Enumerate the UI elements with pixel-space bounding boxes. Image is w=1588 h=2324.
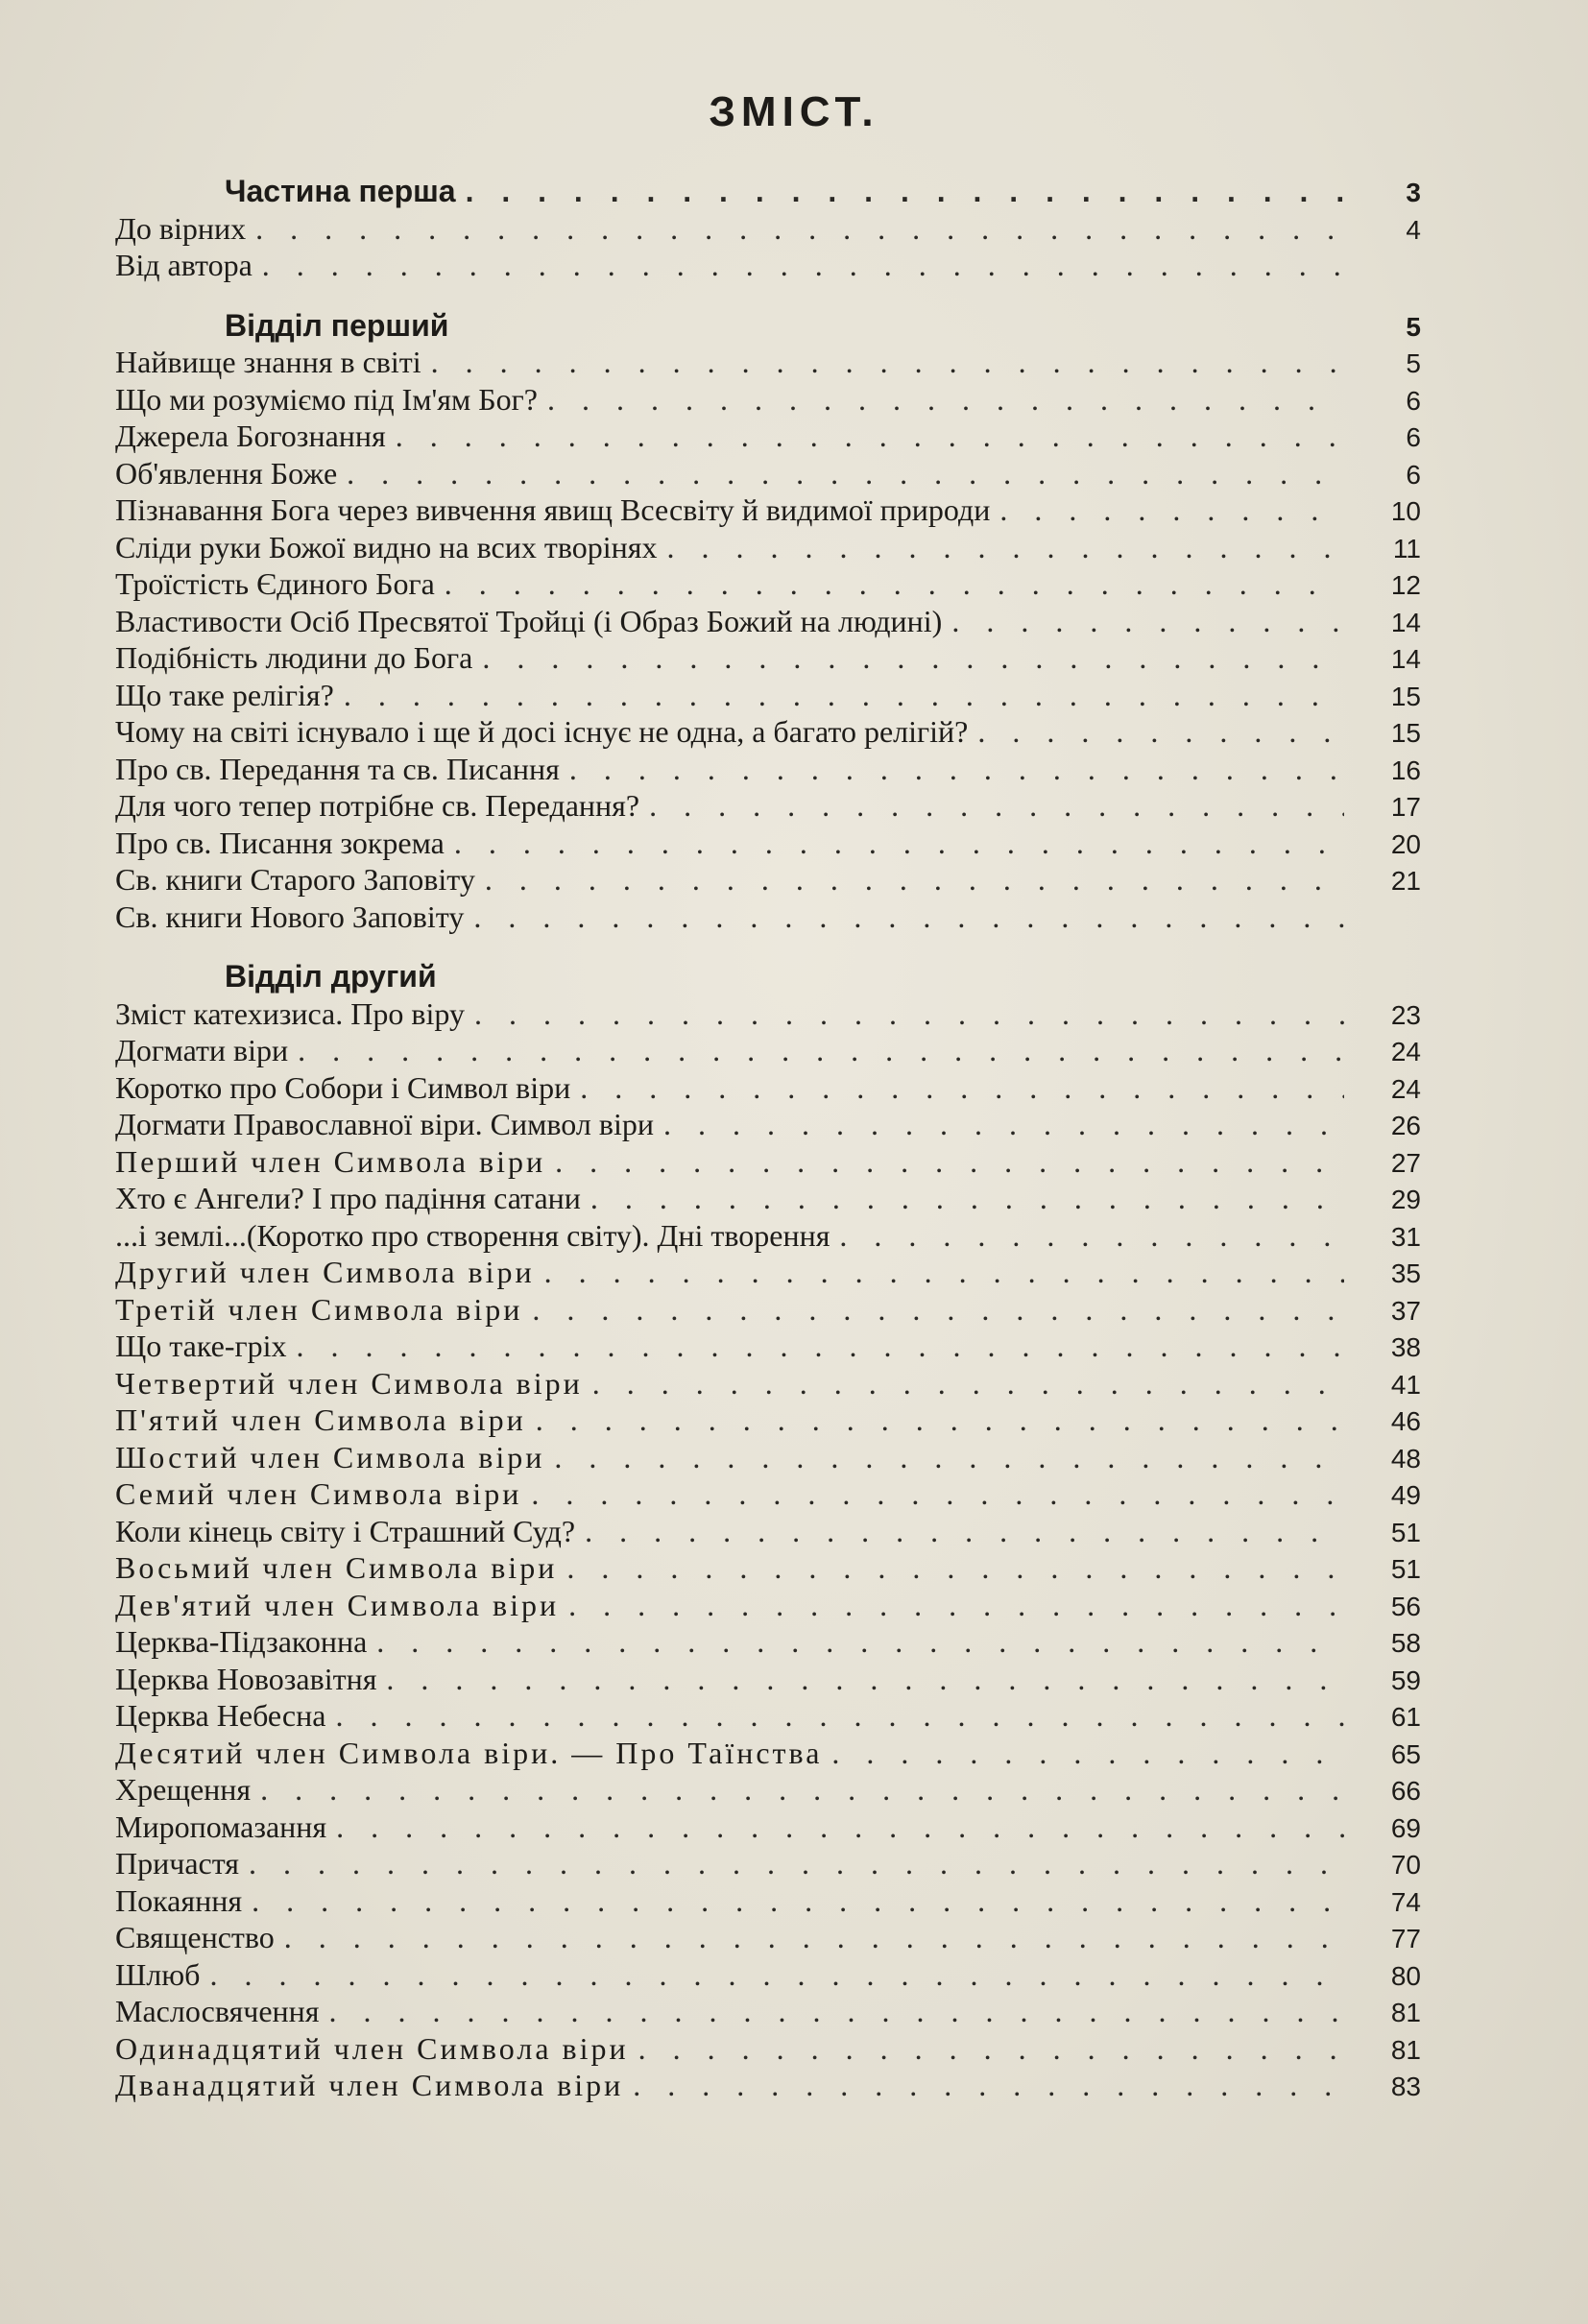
page-number: 17: [1390, 792, 1421, 822]
entry-label: Догмати віри: [115, 1033, 289, 1067]
entry-label: До вірних: [115, 210, 247, 246]
entry-label: Пізнавання Бога через вивчення явищ Всесвіту й видимої природи: [115, 492, 991, 527]
dot-leader: [284, 1919, 1344, 1956]
entry-label: Маслосвячення: [115, 1994, 320, 2028]
list-item[interactable]: [115, 677, 1421, 714]
entry-label: Що ми розуміємо під Ім'ям Бог?: [115, 381, 538, 417]
entry-label: Об'явлення Боже: [115, 455, 338, 491]
page-number: 74: [1390, 1886, 1421, 1917]
entry-label: Св. книги Нового Заповіту: [115, 898, 465, 934]
list-item[interactable]: [115, 1661, 1421, 1698]
page-number: 69: [1390, 1812, 1421, 1843]
dot-leader: [649, 787, 1344, 825]
page-number: 4: [1406, 214, 1421, 245]
entry-label: П'ятий член Символа віри: [115, 1402, 526, 1437]
entry-label: Шлюб: [115, 1956, 201, 1992]
dot-leader: [999, 491, 1344, 529]
list-item[interactable]: [115, 418, 1421, 455]
list-item[interactable]: [115, 381, 1421, 419]
entry-label: Семий член Символа віри: [115, 1476, 522, 1511]
list-item[interactable]: [115, 491, 1421, 529]
dot-leader: [566, 1549, 1344, 1587]
dot-leader: [568, 1587, 1344, 1624]
entry-label: Церква Новозавітня: [115, 1661, 377, 1696]
list-item[interactable]: [115, 344, 1421, 381]
dot-leader: [585, 1513, 1344, 1550]
entry-label: Зміст катехизиса. Про віру: [115, 995, 465, 1031]
entry-label: Миропомазання: [115, 1809, 327, 1844]
dot-leader: [555, 1143, 1344, 1181]
list-item[interactable]: [115, 529, 1421, 566]
page-number: 80: [1390, 1960, 1421, 1991]
entry-label: Коротко про Собори і Символ віри: [115, 1069, 571, 1105]
page-number: 5: [1406, 311, 1421, 342]
entry-label: Десятий член Символа віри. — Про Таїнства: [115, 1735, 823, 1770]
page-number: 14: [1390, 607, 1421, 637]
dot-leader: [569, 751, 1344, 788]
page-number: 59: [1390, 1665, 1421, 1695]
list-item[interactable]: [115, 639, 1421, 677]
dot-leader: [454, 825, 1344, 862]
list-item[interactable]: [115, 1439, 1421, 1476]
dot-leader: [474, 995, 1344, 1033]
entry-label: Св. книги Старого Заповіту: [115, 862, 475, 897]
dot-leader: [633, 2067, 1344, 2104]
page-number: 21: [1390, 866, 1421, 896]
dot-leader: [344, 677, 1344, 714]
entry-label: Покаяння: [115, 1882, 243, 1918]
page-number: 3: [1406, 178, 1421, 207]
list-item[interactable]: [115, 1513, 1421, 1550]
page-number: 77: [1390, 1924, 1421, 1953]
entry-label: Властивости Осіб Пресвятої Тройці (і Образ Божий на людині): [115, 603, 943, 638]
page-number: 6: [1406, 422, 1421, 452]
list-item[interactable]: [115, 1882, 1421, 1920]
page-number: 56: [1390, 1591, 1421, 1621]
page-number: 66: [1390, 1776, 1421, 1806]
dot-leader: [590, 1180, 1344, 1217]
entry-label: Перший член Символа віри: [115, 1143, 546, 1179]
dot-leader: [255, 210, 1344, 248]
dot-leader: [485, 861, 1344, 898]
list-item[interactable]: [115, 565, 1421, 603]
page-number: 51: [1390, 1554, 1421, 1584]
list-item[interactable]: [115, 1845, 1421, 1882]
dot-leader: [445, 565, 1344, 603]
list-item[interactable]: [115, 1365, 1421, 1402]
dot-leader: [951, 603, 1344, 640]
list-item[interactable]: [115, 1587, 1421, 1624]
entry-label: Від автора: [115, 248, 253, 282]
list-item[interactable]: [115, 2067, 1421, 2104]
entry-label: Другий член Символа віри: [115, 1255, 535, 1289]
list-item[interactable]: [115, 1697, 1421, 1735]
list-item[interactable]: [115, 898, 1421, 936]
dot-leader: [262, 247, 1344, 284]
dot-leader: [592, 1365, 1344, 1402]
list-item[interactable]: [115, 787, 1421, 825]
entry-label: Чому на світі існувало і ще й досі існує не одна, а багато релігій?: [115, 714, 969, 749]
entry-label: Третій член Символа віри: [115, 1291, 523, 1327]
list-item[interactable]: [115, 713, 1421, 751]
dot-leader: [386, 1661, 1344, 1698]
entry-label: Хрещення: [115, 1772, 252, 1807]
list-item[interactable]: [115, 1291, 1421, 1329]
list-item[interactable]: [115, 1032, 1421, 1069]
page-number: 6: [1406, 385, 1421, 416]
page-number: 48: [1390, 1443, 1421, 1473]
list-item[interactable]: [115, 1217, 1421, 1255]
dot-leader: [536, 1402, 1344, 1439]
dot-leader: [839, 1217, 1344, 1255]
entry-label: Четвертий член Символа віри: [115, 1365, 583, 1401]
dot-leader: [544, 1254, 1344, 1291]
page-number: 10: [1390, 496, 1421, 526]
entry-label: Найвище знання в світі: [115, 345, 421, 379]
page-number: 81: [1390, 1998, 1421, 2027]
entry-label: Одинадцятий член Символа віри: [115, 2030, 629, 2066]
dot-leader: [298, 1032, 1344, 1069]
page-number: 20: [1390, 828, 1421, 859]
section-heading: [115, 173, 1421, 210]
entry-label: Подібність людини до Бога: [115, 640, 473, 675]
page-number: 83: [1390, 2072, 1421, 2101]
list-item[interactable]: [115, 1771, 1421, 1809]
entry-label: Для чого тепер потрібне св. Передання?: [115, 788, 640, 823]
page-number: 65: [1390, 1738, 1421, 1769]
list-item[interactable]: [115, 2030, 1421, 2068]
list-item[interactable]: [115, 210, 1421, 248]
dot-leader: [473, 898, 1344, 936]
dot-leader: [252, 1882, 1344, 1920]
page-title: ЗМІСТ.: [709, 88, 879, 135]
page-number: 81: [1390, 2034, 1421, 2065]
entry-label: ...і землі...(Коротко про створення світу). Дні творення: [115, 1217, 830, 1253]
entry-label: Восьмий член Символа віри: [115, 1550, 558, 1585]
dot-leader: [466, 173, 1344, 210]
page-number: 35: [1390, 1258, 1421, 1288]
dot-leader: [831, 1735, 1344, 1772]
entry-label: Що таке-гріх: [115, 1329, 287, 1363]
dot-leader: [209, 1956, 1344, 1994]
entry-label: Догмати Православної віри. Символ віри: [115, 1107, 654, 1141]
entry-label: Хто є Ангели? І про падіння сатани: [115, 1181, 581, 1215]
list-item[interactable]: [115, 1809, 1421, 1846]
page-number: 37: [1390, 1295, 1421, 1326]
list-item[interactable]: [115, 1475, 1421, 1513]
page-number: 5: [1406, 348, 1421, 378]
entry-label: Про св. Писання зокрема: [115, 825, 445, 860]
list-item[interactable]: [115, 603, 1421, 640]
entry-label: Про св. Передання та св. Писання: [115, 751, 560, 786]
page-number: 61: [1390, 1702, 1421, 1732]
page-number: 29: [1390, 1185, 1421, 1214]
page-number: 23: [1390, 999, 1421, 1030]
section-heading: [115, 958, 1421, 995]
dot-leader: [376, 1623, 1344, 1661]
list-item[interactable]: [115, 1919, 1421, 1956]
page-number: 15: [1390, 681, 1421, 711]
entry-label: Причастя: [115, 1846, 240, 1881]
page-number: 26: [1390, 1111, 1421, 1140]
page-number: 16: [1390, 755, 1421, 785]
dot-leader: [580, 1069, 1344, 1107]
list-item[interactable]: [115, 1180, 1421, 1217]
entry-label: Дев'ятий член Символа віри: [115, 1587, 560, 1622]
dot-leader: [296, 1328, 1344, 1365]
dot-leader: [329, 1993, 1345, 2030]
list-item[interactable]: [115, 1993, 1421, 2030]
dot-leader: [396, 418, 1344, 455]
page-number: 51: [1390, 1517, 1421, 1547]
page-number: 11: [1392, 533, 1421, 563]
list-item[interactable]: [115, 1143, 1421, 1181]
page-number: 70: [1390, 1850, 1421, 1880]
page-number: 49: [1390, 1480, 1421, 1510]
entry-label: Церква Небесна: [115, 1698, 326, 1733]
dot-leader: [347, 455, 1344, 492]
list-item[interactable]: [115, 1328, 1421, 1365]
list-item[interactable]: [115, 455, 1421, 492]
table-of-contents: [115, 173, 1421, 2104]
entry-label: Шостий член Символа віри: [115, 1439, 545, 1474]
dot-leader: [482, 639, 1344, 677]
page-number: 12: [1390, 570, 1421, 600]
page-number: 31: [1390, 1221, 1421, 1252]
list-item[interactable]: [115, 1254, 1421, 1291]
page-number: 24: [1390, 1073, 1421, 1104]
list-item[interactable]: [115, 825, 1421, 862]
page-number: 24: [1390, 1037, 1421, 1066]
list-item[interactable]: [115, 1106, 1421, 1143]
dot-leader: [532, 1291, 1344, 1329]
entry-label: Церква-Підзаконна: [115, 1624, 368, 1659]
page-number: 27: [1390, 1147, 1421, 1178]
dot-leader: [666, 529, 1344, 566]
page-number: 15: [1390, 718, 1421, 748]
dot-leader: [547, 381, 1344, 419]
page-number: 46: [1390, 1406, 1421, 1436]
section-heading-label: Відділ перший: [225, 307, 449, 343]
list-item[interactable]: [115, 861, 1421, 898]
section-heading-label: Частина перша: [225, 174, 456, 208]
list-item[interactable]: [115, 1402, 1421, 1439]
list-item[interactable]: [115, 247, 1421, 284]
page-number: 38: [1390, 1332, 1421, 1362]
entry-label: Троїстість Єдиного Бога: [115, 566, 435, 601]
dot-leader: [977, 713, 1344, 751]
entry-label: Коли кінець світу і Страшний Суд?: [115, 1513, 576, 1548]
entry-label: Що таке релігія?: [115, 677, 334, 712]
list-item[interactable]: [115, 995, 1421, 1033]
dot-leader: [638, 2030, 1344, 2068]
entry-label: Джерела Богознання: [115, 419, 386, 453]
entry-label: Сліди руки Божої видно на всих творінях: [115, 529, 658, 564]
dot-leader: [663, 1106, 1344, 1143]
dot-leader: [336, 1809, 1344, 1846]
list-item[interactable]: [115, 1956, 1421, 1994]
entry-label: Дванадцятий член Символа віри: [115, 2068, 624, 2102]
page-number: 14: [1390, 644, 1421, 674]
list-item[interactable]: [115, 1623, 1421, 1661]
list-item[interactable]: [115, 1735, 1421, 1772]
page-number: 41: [1390, 1369, 1421, 1400]
dot-leader: [554, 1439, 1344, 1476]
section-heading-label: Відділ другий: [225, 959, 437, 994]
dot-leader: [335, 1697, 1344, 1735]
entry-label: Священство: [115, 1920, 275, 1954]
dot-leader: [249, 1845, 1344, 1882]
page-number: 58: [1390, 1628, 1421, 1658]
section-heading: [115, 307, 1421, 345]
dot-leader: [531, 1475, 1344, 1513]
list-item[interactable]: [115, 751, 1421, 788]
page-number: 6: [1406, 459, 1421, 490]
dot-leader: [431, 344, 1344, 381]
dot-leader: [260, 1771, 1344, 1809]
list-item[interactable]: [115, 1549, 1421, 1587]
list-item[interactable]: [115, 1069, 1421, 1107]
